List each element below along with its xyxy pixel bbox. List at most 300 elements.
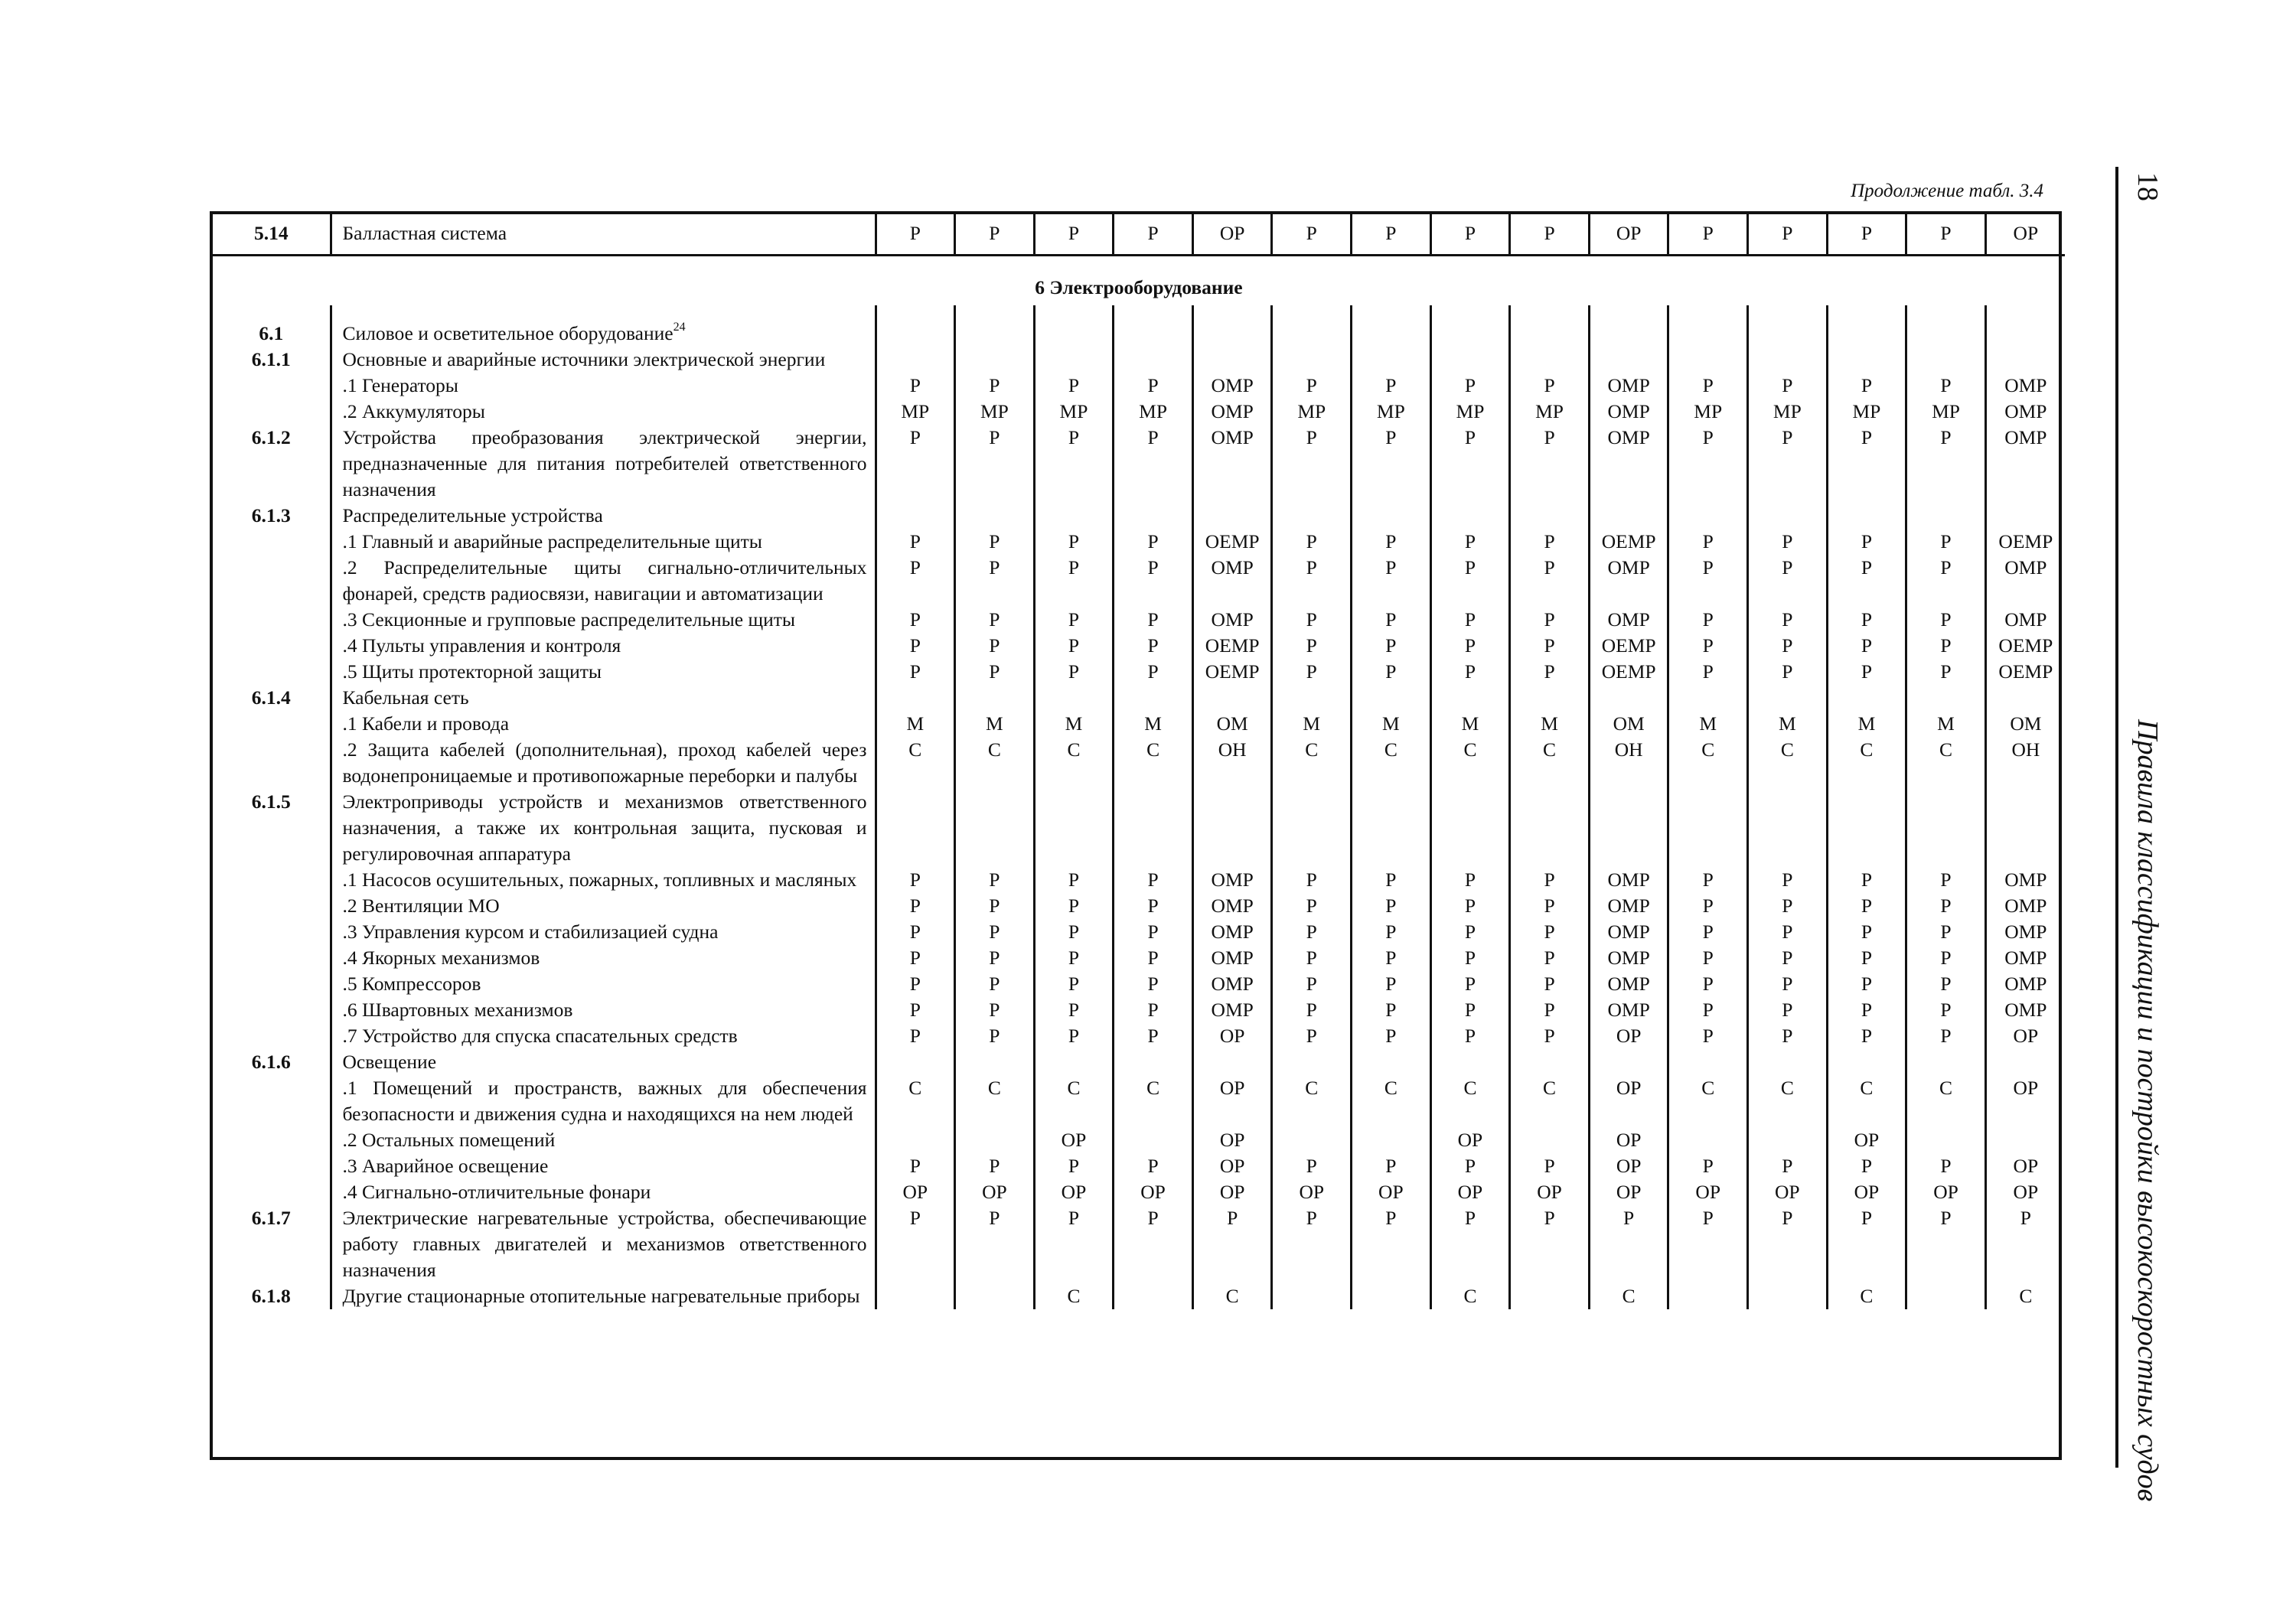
row-label: .3 Управления курсом и стабилизацией судна [331,919,876,945]
requirement-cell [1510,321,1590,347]
requirement-cell: Р [1906,893,1986,919]
requirement-cell: Р [1827,425,1906,503]
row-number: 6.1.6 [213,1049,331,1075]
requirement-cell: Р [1906,1023,1986,1049]
requirement-cell: Р [1668,945,1748,971]
requirement-cell: Р [1034,867,1114,893]
row-label: .2 Аккумуляторы [331,399,876,425]
requirement-cell: Р [876,893,955,919]
requirement-cell: ОМР [1589,607,1668,633]
table-row [213,607,2065,633]
requirement-cell: Р [955,867,1035,893]
requirement-cell [1827,347,1906,373]
requirement-cell [1827,789,1906,867]
requirement-cell [876,347,955,373]
requirement-cell [1272,1049,1352,1075]
requirement-cell: МР [1272,399,1352,425]
requirement-cell: Р [1430,214,1510,256]
spacer-cell [1827,305,1906,321]
requirement-cell: Р [1668,919,1748,945]
requirement-cell: Р [1510,1153,1590,1179]
requirement-cell [1827,685,1906,711]
requirement-cell: Р [1114,867,1193,893]
requirement-cell: ОР [1906,1179,1986,1205]
requirement-cell: Р [955,1023,1035,1049]
requirement-cell: ОМР [2004,400,2047,422]
requirement-cell: Р [955,1205,1035,1283]
requirement-cell: Р [955,214,1035,256]
requirement-cell: Р [1430,659,1510,685]
row-label: .1 Помещений и пространств, важных для обеспечения безопасности и движения судна и находящихся на нем людей [331,1075,876,1127]
requirement-cell: ОМР [1192,893,1272,919]
requirement-cell: Р [1034,659,1114,685]
requirement-cell: Р [955,633,1035,659]
requirement-cell: Р [1748,1023,1828,1049]
row-number [213,711,331,737]
requirement-cell [955,1049,1035,1075]
requirement-cell [876,321,955,347]
requirement-cell: С [1748,1075,1828,1127]
table-row [213,1075,2065,1127]
requirement-cell: Р [1430,997,1510,1023]
requirement-cell: ОМР [1589,971,1668,997]
requirement-cell: М [1034,711,1114,737]
table-row [213,867,2065,893]
row-label: .2 Распределительные щиты сигнально-отличительных фонарей, средств радиосвязи, навигации и автоматизации [331,555,876,607]
spacer-cell [1510,305,1590,321]
requirement-cell: Р [1748,1153,1828,1179]
requirement-cell: С [955,737,1035,789]
requirement-cell [1668,685,1748,711]
requirement-cell: МР [1906,399,1986,425]
requirement-cell [1906,685,1986,711]
requirement-cell: МР [1352,399,1431,425]
row-number: 6.1.7 [213,1205,331,1283]
requirement-cell: С [876,1075,955,1127]
requirement-cell: ОМ [2010,712,2042,735]
requirement-cell: Р [1906,607,1986,633]
requirement-cell: Р [876,1153,955,1179]
requirement-cell: Р [1430,945,1510,971]
row-label: .2 Защита кабелей (дополнительная), проход кабелей через водонепроницаемые и противопожарные переборки и палубы [331,737,876,789]
requirement-cell: ОР [1827,1179,1906,1205]
requirement-cell: Р [876,945,955,971]
requirement-cell: Р [1906,555,1986,607]
requirement-cell [955,685,1035,711]
requirement-cell [1510,685,1590,711]
requirement-cell: ОР [1510,1179,1590,1205]
requirement-cell [1034,321,1114,347]
requirement-cell [1985,789,2065,867]
requirement-cell: ОР [1352,1179,1431,1205]
requirement-cell: М [1510,711,1590,737]
requirement-cell: Р [876,1023,955,1049]
row-label: .7 Устройство для спуска спасательных средств [331,1023,876,1049]
table-row [213,659,2065,685]
requirement-cell: Р [955,997,1035,1023]
requirement-cell: ОМ [1192,711,1272,737]
row-label: Балластная система [331,214,876,256]
table-row [213,214,2065,256]
requirement-cell: Р [1906,373,1986,399]
row-number: 5.14 [213,214,331,256]
requirement-cell: Р [1510,529,1590,555]
row-number [213,1179,331,1205]
requirement-cell: Р [1352,1023,1431,1049]
requirement-cell: ОЕМР [1998,530,2053,552]
requirement-cell: Р [955,373,1035,399]
requirement-cell [1352,1283,1431,1309]
requirement-cell: Р [1352,971,1431,997]
row-label: .5 Компрессоров [331,971,876,997]
requirement-cell: Р [1272,893,1352,919]
requirement-cell [1589,1049,1668,1075]
requirement-cell: Р [1748,867,1828,893]
requirement-cell: М [955,711,1035,737]
row-label: Основные и аварийные источники электрической энергии [331,347,876,373]
requirement-cell: Р [1906,425,1986,503]
requirement-cell: С [1589,1283,1668,1309]
table-row [213,347,2065,373]
requirement-cell: С [1827,737,1906,789]
requirement-cell: Р [1827,529,1906,555]
requirement-cell [1589,503,1668,529]
requirement-cell: Р [1430,425,1510,503]
requirement-cell: ОМР [1589,867,1668,893]
requirement-cell: ОМР [2004,869,2047,891]
requirement-cell: ОМР [2004,556,2047,578]
requirement-cell: МР [876,399,955,425]
requirement-cell: Р [1748,555,1828,607]
requirement-cell: Р [955,607,1035,633]
requirement-cell [1192,1049,1272,1075]
requirement-cell [1668,321,1748,347]
requirement-cell: Р [1114,425,1193,503]
requirement-cell: Р [1352,214,1431,256]
table-row [213,971,2065,997]
row-number [213,1127,331,1153]
requirement-cell: Р [1114,1205,1193,1283]
table-row [213,1127,2065,1153]
spacer-cell [1906,305,1986,321]
requirement-cell: Р [1272,607,1352,633]
requirement-cell [1114,1127,1193,1153]
requirement-cell: Р [1827,607,1906,633]
requirement-cell: Р [1906,971,1986,997]
row-number: 6.1.1 [213,347,331,373]
table-row [213,1153,2065,1179]
requirement-cell: С [1034,1283,1114,1309]
requirement-cell: Р [1352,945,1431,971]
requirement-cell [1192,789,1272,867]
requirement-cell: Р [1114,919,1193,945]
requirement-cell: Р [1272,659,1352,685]
requirement-cell: Р [1352,633,1431,659]
requirement-cell [1748,347,1828,373]
table-row [213,919,2065,945]
requirement-cell: ОМР [1589,425,1668,503]
requirement-cell: Р [1272,425,1352,503]
requirement-cell [1352,347,1431,373]
requirement-cell: Р [1272,373,1352,399]
requirement-cell: ОЕМР [1998,660,2053,683]
requirement-cell: Р [876,867,955,893]
requirement-cell: С [1114,1075,1193,1127]
spacer-cell [213,305,331,321]
requirement-cell [1510,503,1590,529]
requirement-cell [1668,503,1748,529]
requirement-cell [1748,503,1828,529]
requirement-cell: С [1668,737,1748,789]
requirement-cell: Р [1748,373,1828,399]
requirement-cell: Р [1906,997,1986,1023]
requirement-cell: Р [1906,919,1986,945]
requirement-cell: Р [1034,997,1114,1023]
requirement-cell: С [1430,1075,1510,1127]
requirement-cell: Р [955,425,1035,503]
requirement-cell: ОР [1589,1179,1668,1205]
requirement-cell [1510,1049,1590,1075]
requirement-cell: ОМР [2004,973,2047,995]
requirement-cell: Р [2020,1207,2031,1229]
requirement-cell: Р [1034,1023,1114,1049]
requirement-cell [1430,789,1510,867]
requirement-cell: ОР [1034,1179,1114,1205]
row-number [213,373,331,399]
requirement-cell: М [1748,711,1828,737]
footnote-marker: 24 [673,321,686,334]
requirement-cell [1827,503,1906,529]
requirement-cell [1034,347,1114,373]
row-number [213,1075,331,1127]
requirement-cell: С [2019,1285,2033,1307]
requirement-cell: ОЕМР [1589,529,1668,555]
requirement-cell: Р [955,1153,1035,1179]
requirement-cell: ОР [1192,1023,1272,1049]
requirement-cell: ОМР [1589,997,1668,1023]
requirement-cell: Р [955,893,1035,919]
requirement-cell: Р [1352,867,1431,893]
page-number: 18 [2131,172,2164,201]
requirement-cell: Р [876,425,955,503]
requirement-cell [1589,347,1668,373]
requirement-cell: Р [1430,971,1510,997]
requirement-cell [1510,789,1590,867]
requirement-cell: Р [1827,633,1906,659]
requirement-cell: Р [955,945,1035,971]
requirement-cell: Р [1352,659,1431,685]
row-label: Электрические нагревательные устройства, обеспечивающие работу главных двигателей и механизмов ответственного назначения [331,1205,876,1283]
requirement-cell: ОЕМР [1192,529,1272,555]
requirement-cell: Р [1272,919,1352,945]
requirement-cell [955,347,1035,373]
table-row [213,1179,2065,1205]
requirement-cell: ОМР [1589,399,1668,425]
requirement-cell: Р [1114,893,1193,919]
requirement-cell: Р [1114,607,1193,633]
row-label: .1 Генераторы [331,373,876,399]
requirement-cell: Р [1430,373,1510,399]
requirement-cell: Р [1034,633,1114,659]
requirement-cell [955,1283,1035,1309]
requirement-cell: Р [1430,633,1510,659]
requirement-cell: Р [876,659,955,685]
row-number [213,1023,331,1049]
requirement-cell: Р [1906,633,1986,659]
requirement-cell [955,789,1035,867]
row-number [213,529,331,555]
requirement-cell [1748,321,1828,347]
requirement-cell: Р [1430,893,1510,919]
requirement-cell: ОР [1827,1127,1906,1153]
table-continuation-caption: Продолжение табл. 3.4 [1851,181,2043,201]
requirement-cell: Р [1748,425,1828,503]
requirement-cell: Р [1906,659,1986,685]
requirement-cell: Р [1034,893,1114,919]
requirement-cell [1589,789,1668,867]
spacer-cell [1748,305,1828,321]
requirement-cell: ОР [1430,1179,1510,1205]
requirement-cell: Р [1034,919,1114,945]
requirement-cell: Р [1352,997,1431,1023]
requirement-cell [1114,321,1193,347]
requirement-cell: ОН [2011,738,2040,761]
requirement-cell: С [955,1075,1035,1127]
requirement-cell [1510,1283,1590,1309]
spacer-cell [1430,305,1510,321]
requirement-cell: Р [876,1205,955,1283]
table-row [213,945,2065,971]
requirement-cell [876,685,955,711]
requirement-cell: С [1034,1075,1114,1127]
requirement-cell: ОМР [2004,895,2047,917]
requirement-cell [876,1127,955,1153]
row-number: 6.1.4 [213,685,331,711]
requirement-cell: ОР [1985,214,2065,256]
row-label: .5 Щиты протекторной защиты [331,659,876,685]
requirement-cell [876,1283,955,1309]
table-row [213,1049,2065,1075]
requirement-cell: МР [1668,399,1748,425]
requirement-cell: Р [1034,529,1114,555]
requirement-cell: ОЕМР [1589,659,1668,685]
requirement-cell [1192,503,1272,529]
row-number [213,555,331,607]
requirement-cell: Р [1114,214,1193,256]
requirement-cell [1114,1049,1193,1075]
requirement-cell [955,503,1035,529]
row-label: .3 Аварийное освещение [331,1153,876,1179]
requirement-cell: М [1272,711,1352,737]
row-number [213,607,331,633]
requirement-cell [1192,685,1272,711]
requirement-cell: Р [1827,945,1906,971]
requirement-cell: МР [1430,399,1510,425]
requirement-cell: МР [1114,399,1193,425]
row-number [213,1153,331,1179]
requirement-cell: С [1748,737,1828,789]
requirement-cell: М [1906,711,1986,737]
requirement-cell: Р [1430,867,1510,893]
spacer-cell [331,305,876,321]
requirement-cell: М [1827,711,1906,737]
requirement-cell [1352,685,1431,711]
requirement-cell [1985,1127,2065,1153]
row-number: 6.1.3 [213,503,331,529]
requirement-cell: С [1114,737,1193,789]
requirement-cell: ОМР [1192,425,1272,503]
table-row [213,1205,2065,1283]
requirement-cell [1985,347,2065,373]
row-number [213,737,331,789]
requirement-cell: Р [1430,1023,1510,1049]
requirement-cell [1192,347,1272,373]
requirement-cell: Р [955,555,1035,607]
requirement-cell [1906,503,1986,529]
requirement-cell: Р [876,214,955,256]
requirement-cell: ОН [1192,737,1272,789]
requirement-cell: ОМР [1192,945,1272,971]
requirement-cell [1114,503,1193,529]
row-label: Силовое и осветительное оборудование$^{24}$ [331,321,876,347]
requirement-cell: Р [1114,373,1193,399]
requirement-cell: Р [1114,997,1193,1023]
table-row [213,633,2065,659]
row-number: 6.1 [213,321,331,347]
table-row [213,529,2065,555]
requirement-cell: ОР [1430,1127,1510,1153]
row-number: 6.1.2 [213,425,331,503]
requirement-cell: Р [1510,373,1590,399]
requirement-cell [876,503,955,529]
spacer-cell [1589,305,1668,321]
spacer-cell [1352,305,1431,321]
row-label: .4 Пульты управления и контроля [331,633,876,659]
requirement-cell: Р [1906,945,1986,971]
requirement-cell: Р [1668,607,1748,633]
requirement-cell: Р [1510,971,1590,997]
requirement-cell: ОР [1192,1127,1272,1153]
requirement-cell: Р [1827,997,1906,1023]
requirement-cell: Р [1827,1205,1906,1283]
requirement-cell: ОР [1589,1127,1668,1153]
requirement-cell: Р [1748,607,1828,633]
requirement-cell [1668,1127,1748,1153]
row-number: 6.1.8 [213,1283,331,1309]
requirement-cell [1668,347,1748,373]
requirement-cell: Р [1827,867,1906,893]
requirement-cell [1272,503,1352,529]
requirement-cell: Р [1827,1153,1906,1179]
requirement-cell [1748,1049,1828,1075]
requirement-cell: С [1272,1075,1352,1127]
requirement-cell [955,1127,1035,1153]
table-row [213,1023,2065,1049]
table-row [213,711,2065,737]
table-row [213,893,2065,919]
requirement-cell: Р [1034,555,1114,607]
requirement-cell: ОР [2013,1155,2039,1177]
table-row [213,373,2065,399]
requirement-cell: Р [1352,529,1431,555]
requirement-cell: ОМР [1192,607,1272,633]
requirement-cell: С [1510,1075,1590,1127]
requirement-cell: Р [1748,529,1828,555]
spacer-cell [1192,305,1272,321]
requirement-cell: ОР [1589,1023,1668,1049]
requirement-cell [1430,503,1510,529]
requirement-cell: Р [1114,659,1193,685]
